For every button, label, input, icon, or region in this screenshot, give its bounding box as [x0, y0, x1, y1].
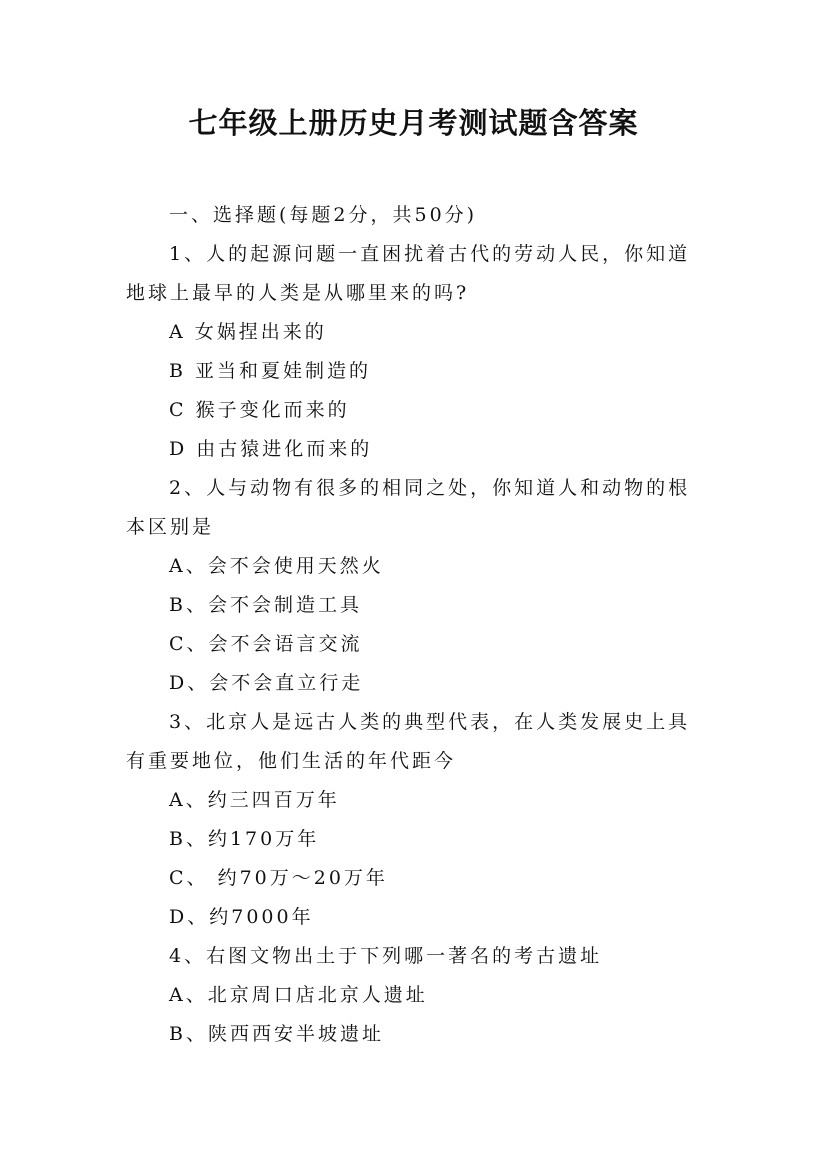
- question-2-stem-line-1: 2、人与动物有很多的相同之处，你知道人和动物的根: [169, 477, 691, 499]
- question-4-option-b: B、陕西西安半坡遗址: [169, 1023, 384, 1045]
- question-1-option-c: C 猴子变化而来的: [169, 399, 350, 421]
- question-2-option-a: A、会不会使用天然火: [169, 555, 384, 577]
- document-body: [126, 196, 706, 1054]
- question-1-stem-line-2: 地球上最早的人类是从哪里来的吗?: [126, 282, 470, 304]
- question-3-stem-line-1: 3、北京人是远古人类的典型代表，在人类发展史上具: [169, 711, 691, 733]
- question-1-option-b: B 亚当和夏娃制造的: [169, 360, 372, 382]
- question-3-option-d: D、约7000年: [169, 906, 314, 928]
- document-title: 七年级上册历史月考测试题含答案: [188, 106, 639, 140]
- question-4-stem-line-1: 4、右图文物出土于下列哪一著名的考古遗址: [169, 945, 603, 967]
- question-2-stem-line-2: 本区别是: [126, 516, 215, 538]
- question-1-option-a: A 女娲捏出来的: [169, 321, 327, 343]
- question-3-option-c: C、 约70万～20万年: [169, 867, 388, 889]
- question-3-stem-line-2: 有重要地位，他们生活的年代距今: [126, 750, 457, 772]
- question-1-stem-line-1: 1、人的起源问题一直困扰着古代的劳动人民，你知道: [169, 243, 691, 265]
- question-2-option-d: D、会不会直立行走: [169, 672, 364, 694]
- question-1-option-d: D 由古猿进化而来的: [169, 438, 373, 460]
- question-2-option-c: C、会不会语言交流: [169, 633, 363, 655]
- question-2-option-b: B、会不会制造工具: [169, 594, 362, 616]
- question-4-option-a: A、北京周口店北京人遗址: [169, 984, 428, 1006]
- section-heading: 一、选择题(每题2分，共50分): [169, 204, 478, 226]
- question-3-option-a: A、约三四百万年: [169, 789, 340, 811]
- question-3-option-b: B、约170万年: [169, 828, 320, 850]
